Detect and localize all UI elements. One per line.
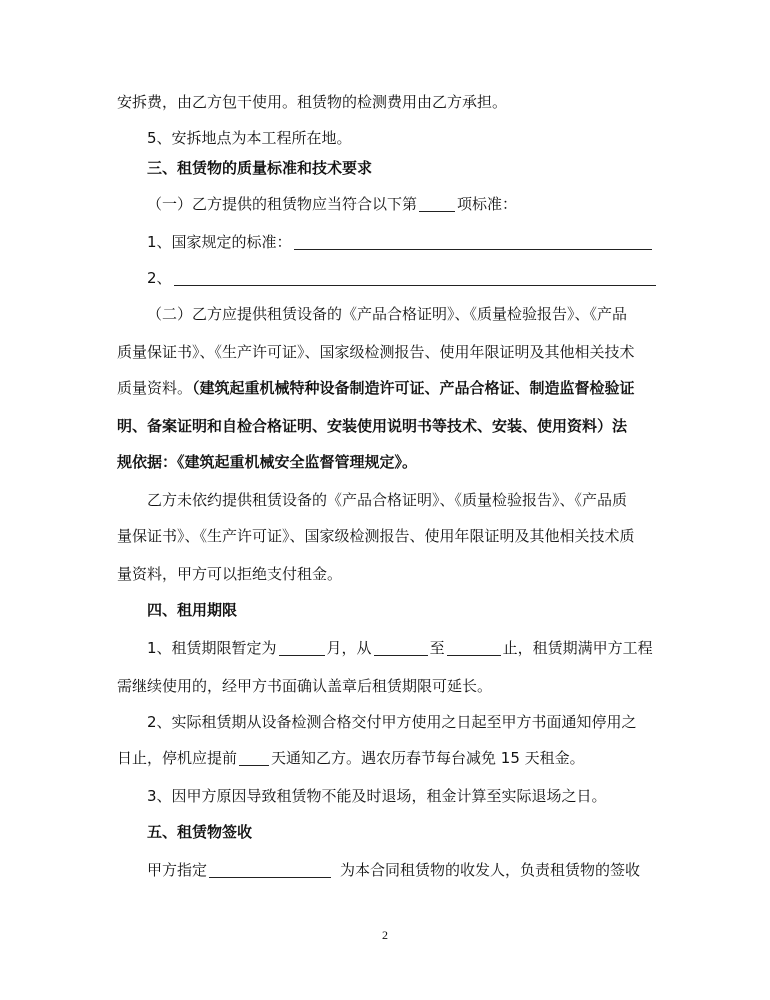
text: 2、实际租赁期从设备检测合格交付甲方使用之日起至甲方书面通知停用之 [147, 713, 637, 731]
blank-field [174, 269, 656, 286]
blank-field [209, 861, 331, 878]
text: 乙方未依约提供租赁设备的《产品合格证明》、《质量检验报告》、《产品质 [147, 491, 628, 509]
text: 5、安拆地点为本工程所在地。 [147, 129, 352, 147]
heading-text: 四、租用期限 [147, 601, 238, 619]
text: 天通知乙方。遇农历春节每台减免 15 天租金。 [271, 749, 585, 767]
text: 1、租赁期限暂定为 [147, 639, 277, 657]
blank-field [374, 639, 428, 656]
text: 至 [429, 639, 445, 657]
text: 安拆费，由乙方包干使用。租赁物的检测费用由乙方承担。 [117, 93, 508, 111]
heading-text: 三、租赁物的质量标准和技术要求 [147, 159, 373, 177]
text-line [147, 786, 607, 806]
blank-field [239, 749, 269, 766]
blank-field [419, 195, 455, 212]
page-number: 2 [382, 928, 388, 942]
section-heading [147, 158, 372, 178]
text-line [147, 268, 656, 288]
text-line [147, 232, 652, 252]
text: 日止，停机应提前 [117, 749, 238, 767]
text-line [117, 526, 635, 546]
text-line [147, 860, 640, 880]
text: 质量资料。 [117, 379, 193, 397]
section-heading [147, 600, 237, 620]
text-line [117, 378, 635, 398]
text: 甲方指定 [147, 861, 208, 879]
text-line [147, 194, 517, 214]
text: 止，租赁期满甲方工程 [502, 639, 653, 657]
text: （二）乙方应提供租赁设备的《产品合格证明》、《质量检验报告》、《产品 [147, 305, 628, 323]
text-line [147, 128, 352, 148]
text: 质量保证书》、《生产许可证》、国家级检测报告、使用年限证明及其他相关技术 [117, 343, 635, 361]
text: 3、因甲方原因导致租赁物不能及时退场，租金计算至实际退场之日。 [147, 787, 607, 805]
text: 1、国家规定的标准： [147, 233, 292, 251]
text-line [117, 452, 417, 472]
section-heading [147, 822, 252, 842]
bold-text: 明、备案证明和自检合格证明、安装使用说明书等技术、安装、使用资料）法 [117, 417, 628, 435]
blank-field [294, 233, 652, 250]
text-line [147, 712, 637, 732]
text: （一）乙方提供的租赁物应当符合以下第 [147, 195, 418, 213]
text-line [117, 92, 507, 112]
blank-field [279, 639, 325, 656]
bold-text: 规依据：《建筑起重机械安全监督管理规定》。 [117, 453, 418, 471]
text-line [117, 416, 627, 436]
text: 2、 [147, 269, 172, 287]
text-line [117, 342, 635, 362]
text: 量资料，甲方可以拒绝支付租金。 [117, 565, 343, 583]
text: 月，从 [326, 639, 372, 657]
text: 为本合同租赁物的收发人，负责租赁物的签收 [340, 861, 641, 879]
text-line [117, 564, 342, 584]
heading-text: 五、租赁物签收 [147, 823, 253, 841]
text-line [147, 490, 627, 510]
text: 项标准： [457, 195, 518, 213]
text-line [117, 748, 585, 768]
text-line [117, 676, 492, 696]
text: 需继续使用的，经甲方书面确认盖章后租赁期限可延长。 [117, 677, 493, 695]
blank-field [447, 639, 501, 656]
bold-text: （建筑起重机械特种设备制造许可证、产品合格证、制造监督检验证 [192, 379, 635, 397]
text-line [147, 638, 653, 658]
text-line [147, 304, 627, 324]
text: 量保证书》、《生产许可证》、国家级检测报告、使用年限证明及其他相关技术质 [117, 527, 635, 545]
